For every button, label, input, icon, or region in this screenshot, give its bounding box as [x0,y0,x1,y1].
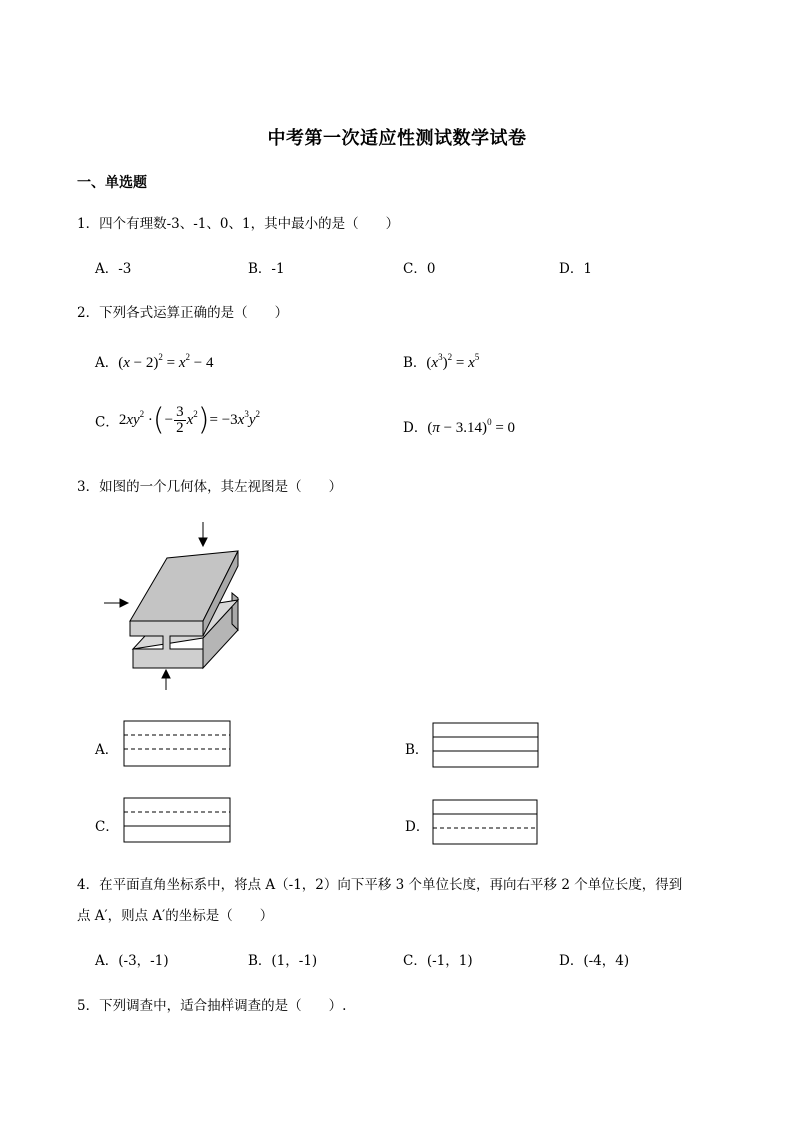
option-a-view [123,720,233,770]
question-2-option-a [95,351,214,372]
page-title: 中考第一次适应性测试数学试卷 [267,128,527,149]
question-4-option-d: D．(-4，4) [559,953,630,969]
question-2-option-b [403,351,479,372]
question-1-option-c: C．0 [403,261,436,277]
question-4-stem-line-1: 4．在平面直角坐标系中，将点 A（-1，2）向下平移 3 个单位长度，再向右平移 2 个单位长度，得到 [77,877,683,893]
option-c-view [123,797,233,847]
option-label: C． [95,414,119,431]
question-4-option-c: C．(-1，1) [403,953,473,969]
question-1-option-b: B．-1 [248,261,285,277]
question-1-stem: 1．四个有理数-3、-1、0、1，其中最小的是（ ） [77,216,400,232]
question-2-option-d [403,416,515,437]
option-b-view [432,722,542,772]
question-3-option-b: B． [405,742,429,758]
question-3-stem: 3．如图的一个几何体，其左视图是（ ） [77,479,343,495]
question-2-option-c [95,402,261,438]
option-label: A． [95,355,119,371]
formula-a: $(x - 2)^2 = x^2 - 4$ [118,352,214,371]
question-2-stem: 2．下列各式运算正确的是（ ） [77,305,289,321]
question-4-option-b: B．(1，-1) [248,953,318,969]
option-label: B． [403,355,427,371]
formula-d: $(\pi - 3.14)^0 = 0$ [427,417,516,436]
question-1-option-a: A．-3 [95,261,132,277]
question-3-option-a: A． [95,742,119,758]
formula-b: $(x^3)^2 = x^5$ [426,352,480,371]
option-label: D． [403,420,428,436]
formula-c: $2xy^2$ ·(− $\frac{3}{2}$ $x^2)= -3x^3y^2$ [118,402,261,438]
section-heading: 一、单选题 [77,175,147,191]
question-1-option-d: D．1 [559,261,592,277]
question-4-option-a: A．(-3，-1) [95,953,169,969]
question-4-stem-line-2: 点 A′，则点 A′的坐标是（ ） [77,908,274,924]
question-3-option-d: D． [405,819,430,835]
option-d-view [432,799,542,849]
geometry-figure [100,518,250,693]
question-5-stem: 5．下列调查中，适合抽样调查的是（ ）. [77,998,347,1014]
question-3-option-c: C． [95,819,119,835]
